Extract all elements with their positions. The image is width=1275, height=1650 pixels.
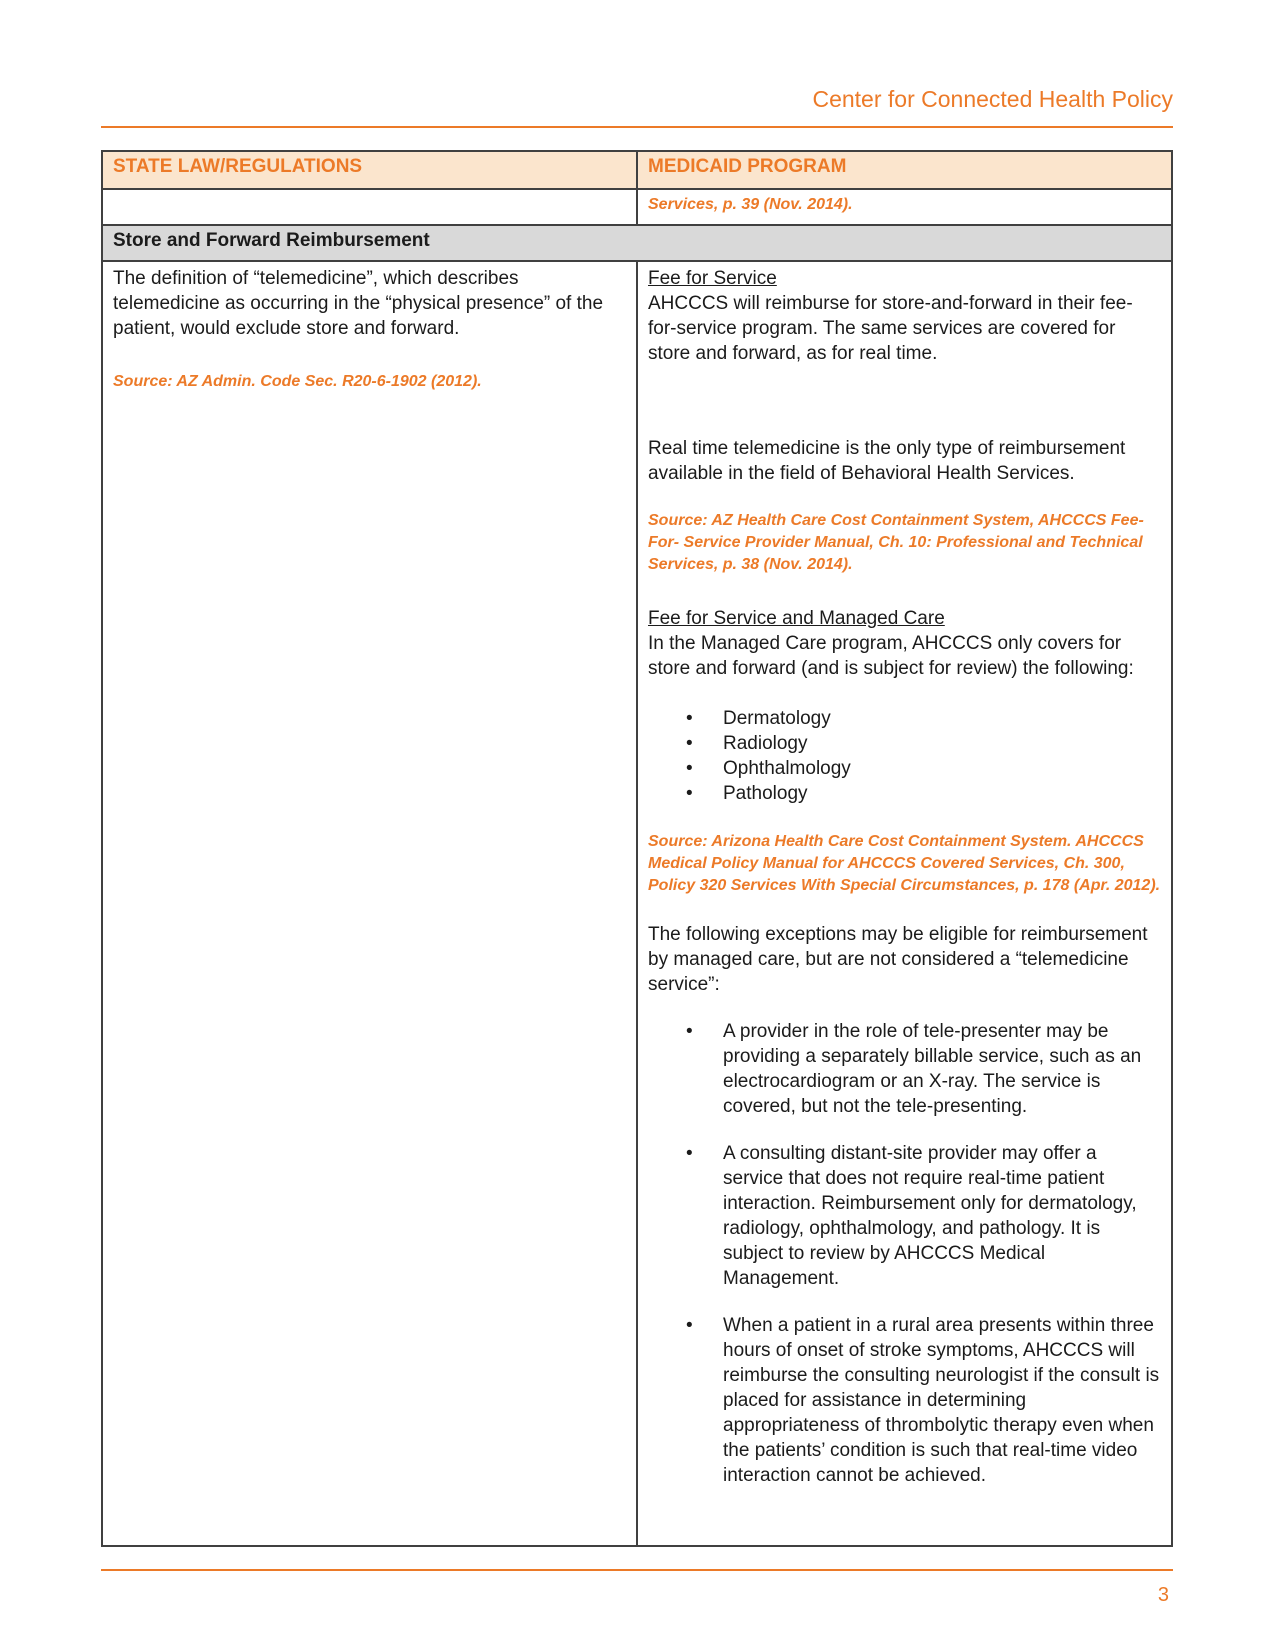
state-law-paragraph: The definition of “telemedicine”, which describes telemedicine as occurring in the “physical presence” of the patient, would exclude store and forward. [113, 268, 604, 339]
specialties-list [686, 706, 1161, 806]
page-header [101, 0, 1173, 128]
heading-ffs-managed-care: Fee for Service and Managed Care [648, 608, 945, 629]
heading-fee-for-service: Fee for Service [648, 268, 777, 289]
list-item: • Ophthalmology [686, 756, 1161, 781]
paragraph-real-time-behavioral: Real time telemedicine is the only type of reimbursement available in the field of Behavioral Health Services. [648, 438, 1126, 484]
list-item: • Pathology [686, 781, 1161, 806]
list-item: • Radiology [686, 731, 1161, 756]
column-header-medicaid: MEDICAID PROGRAM [637, 151, 1172, 189]
policy-table [101, 150, 1173, 1547]
exceptions-list [686, 1019, 1161, 1488]
list-item: • A consulting distant-site provider may offer a service that does not require real-time patient interaction. Reimbursement only for dermatology, radiology, ophthalmology, and pathology. It is subject to review by AHCCCS Medical Management. [686, 1141, 1161, 1291]
list-item: • Dermatology [686, 706, 1161, 731]
content-row [102, 261, 1172, 1546]
carryover-row [102, 189, 1172, 225]
list-item: • A provider in the role of tele-presenter may be providing a separately billable service, such as an electrocardiogram or an X-ray. The service is covered, but not the tele-presenting. [686, 1019, 1161, 1119]
section-title: Store and Forward Reimbursement [102, 225, 1172, 261]
paragraph-ffs-reimburse: AHCCCS will reimburse for store-and-forward in their fee-for-service program. The same services are covered for store and forward, as for real time. [648, 293, 1133, 364]
carryover-cell-source [637, 189, 1172, 225]
column-header-state-law: STATE LAW/REGULATIONS [102, 151, 637, 189]
page-footer-rule [101, 1569, 1173, 1571]
state-law-cell [102, 261, 637, 1546]
paragraph-managed-care-covers: In the Managed Care program, AHCCCS only covers for store and forward (and is subject for review) the following: [648, 633, 1134, 679]
state-law-source: Source: AZ Admin. Code Sec. R20-6-1902 (2012). [113, 373, 482, 390]
carryover-cell-empty [102, 189, 637, 225]
paragraph-exceptions-intro: The following exceptions may be eligible for reimbursement by managed care, but are not considered a “telemedicine service”: [648, 924, 1148, 995]
page-title: Center for Connected Health Policy [101, 86, 1173, 128]
page [101, 0, 1173, 1607]
carryover-source-text: Services, p. 39 (Nov. 2014). [648, 196, 853, 213]
table-header-row [102, 151, 1172, 189]
page-number: 3 [1157, 1584, 1169, 1606]
source-ffs-provider-manual: Source: AZ Health Care Cost Containment System, AHCCCS Fee-For- Service Provider Manual, Ch. 10: Professional and Technical Services, p. 38 (Nov. 2014). [648, 512, 1144, 573]
list-item: • When a patient in a rural area presents within three hours of onset of stroke symptoms, AHCCCS will reimburse the consulting neurologist if the consult is placed for assistance in determining appropriateness of thrombolytic therapy even when the patients’ condition is such that real-time video interaction cannot be achieved. [686, 1313, 1161, 1488]
medicaid-cell [637, 261, 1172, 1546]
section-row [102, 225, 1172, 261]
source-medical-policy-manual: Source: Arizona Health Care Cost Containment System. AHCCCS Medical Policy Manual for AHCCCS Covered Services, Ch. 300, Policy 320 Services With Special Circumstances, p. 178 (Apr. 2012). [648, 833, 1161, 894]
